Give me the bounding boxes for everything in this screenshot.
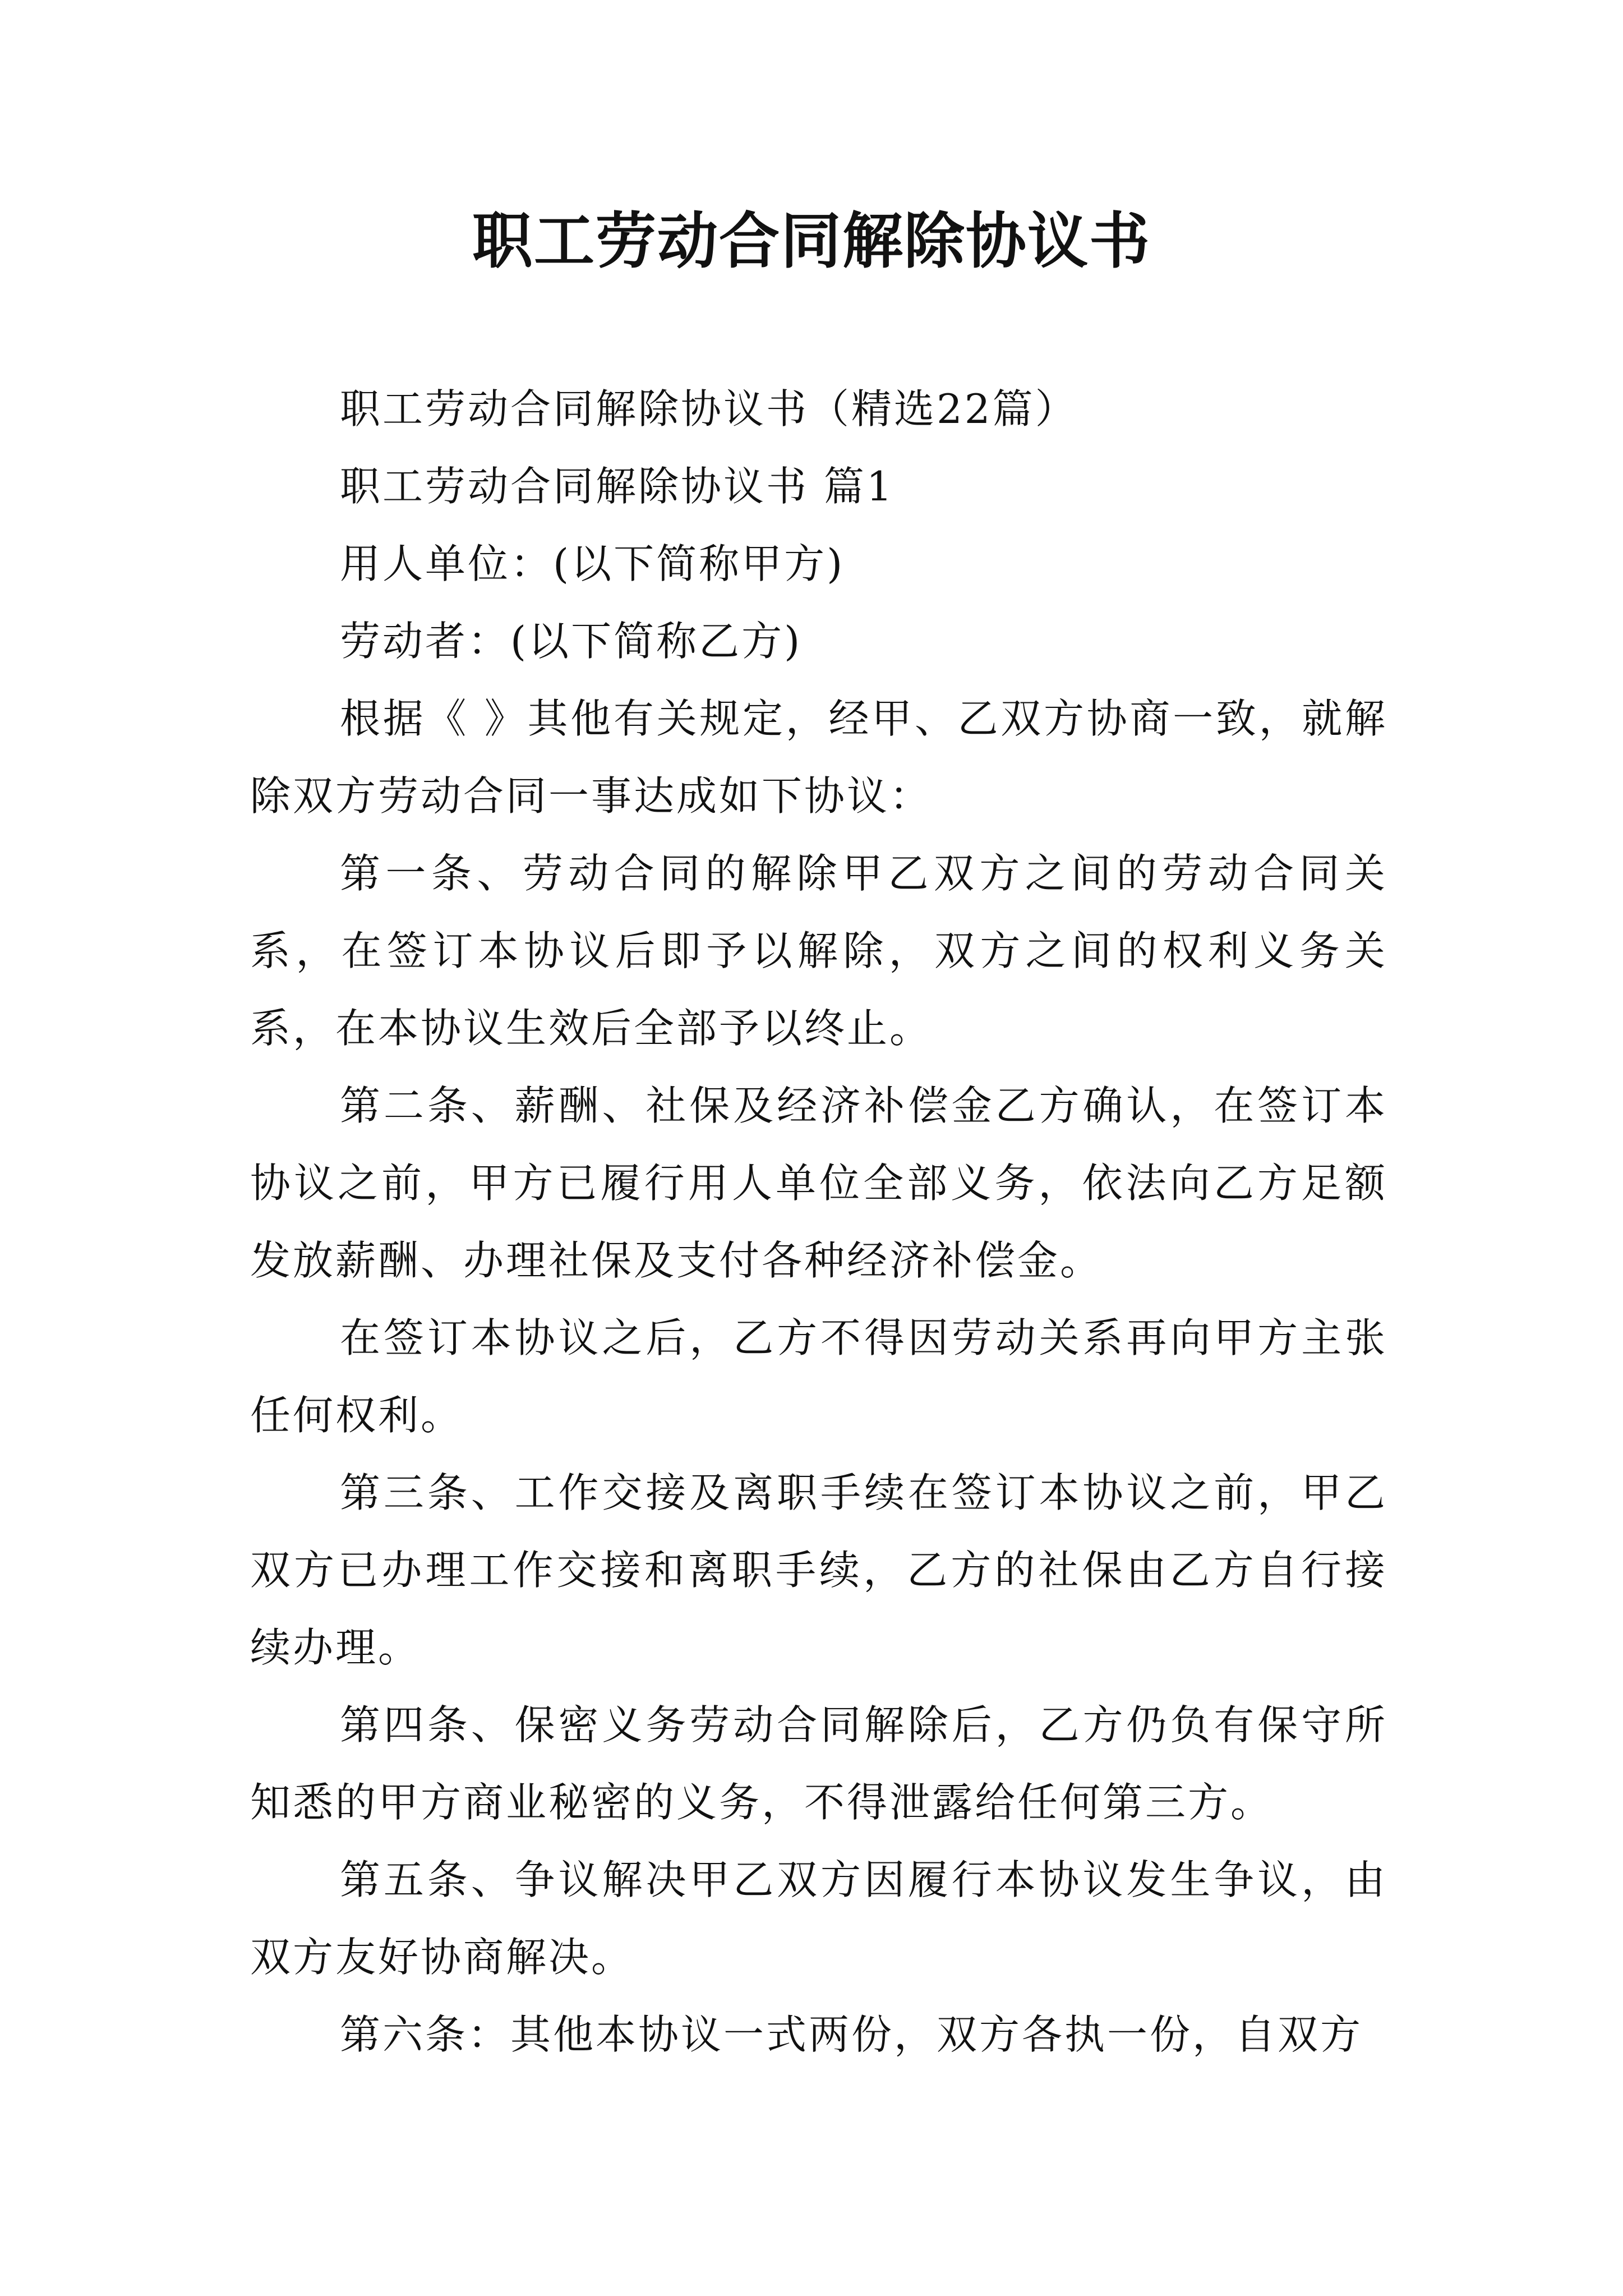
paragraph-section-heading: 职工劳动合同解除协议书 篇1 <box>340 463 895 510</box>
paragraph-article-1: 第一条、劳动合同的解除甲乙双方之间的劳动合同关系，在签订本协议后即予以解除，双方之间的权利义务关系，在本协议生效后全部予以终止。 <box>250 850 1387 1052</box>
paragraph-article-5: 第五条、争议解决甲乙双方因履行本协议发生争议，由双方友好协商解决。 <box>250 1856 1387 1981</box>
paragraph-employer: 用人单位：(以下简称甲方) <box>340 540 845 587</box>
paragraph-article-2: 第二条、薪酬、社保及经济补偿金乙方确认，在签订本协议之前，甲方已履行用人单位全部义务，依法向乙方足额发放薪酬、办理社保及支付各种经济补偿金。 <box>250 1082 1387 1284</box>
paragraph-employee: 劳动者：(以下简称乙方) <box>340 618 803 665</box>
document-title: 职工劳动合同解除协议书 <box>472 206 1151 277</box>
paragraph-article-3: 第三条、工作交接及离职手续在签订本协议之前，甲乙双方已办理工作交接和离职手续，乙方的社保由乙方自行接续办理。 <box>250 1469 1387 1671</box>
paragraph-preamble: 根据《 》其他有关规定，经甲、乙双方协商一致，就解除双方劳动合同一事达成如下协议： <box>250 695 1387 820</box>
document-body <box>250 370 1387 2073</box>
paragraph-article-2-cont: 在签订本协议之后，乙方不得因劳动关系再向甲方主张任何权利。 <box>250 1314 1387 1439</box>
paragraph-subtitle: 职工劳动合同解除协议书（精选22篇） <box>340 385 1078 432</box>
paragraph-article-6: 第六条：其他本协议一式两份，双方各执一份，自双方 <box>340 2011 1363 2058</box>
paragraph-article-4: 第四条、保密义务劳动合同解除后，乙方仍负有保守所知悉的甲方商业秘密的义务，不得泄露给任何第三方。 <box>250 1701 1387 1826</box>
